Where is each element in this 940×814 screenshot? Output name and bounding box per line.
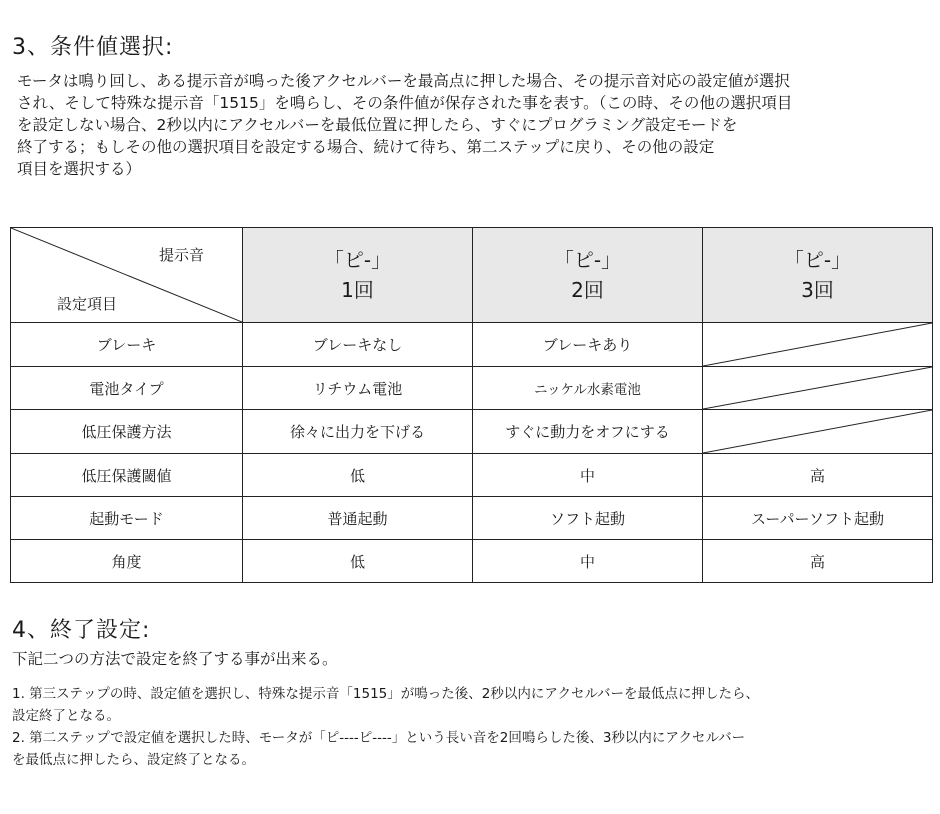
note-line: を最低点に押したら、設定終了となる。: [12, 752, 255, 768]
table-row: [11, 454, 933, 497]
empty-diagonal-cell: [703, 323, 933, 367]
header-item-label: 設定項目: [57, 295, 118, 313]
table-header-row: [11, 228, 933, 323]
row-value: ブレーキなし: [243, 323, 473, 367]
paragraph-line: モータは鳴り回し、ある提示音が鳴った後アクセルバーを最高点に押した場合、その提示音対応の設定値が選択: [17, 72, 790, 90]
table-corner-cell: [11, 228, 243, 323]
note-line: 設定終了となる。: [12, 708, 120, 724]
row-value: スーパーソフト起動: [703, 497, 933, 540]
header-option-1: [243, 228, 473, 323]
row-value: 低: [243, 540, 473, 583]
row-value: ソフト起動: [473, 497, 703, 540]
section4-title: 4、終了設定:: [12, 618, 151, 643]
row-item: 電池タイプ: [11, 367, 243, 410]
header-count: 3回: [801, 278, 834, 302]
table-row: [11, 540, 933, 583]
empty-diagonal-cell: [703, 410, 933, 454]
paragraph-line: 終了する；もしその他の選択項目を設定する場合、続けて待ち、第二ステップに戻り、その他の設定: [17, 138, 715, 156]
row-item: 低圧保護閾値: [11, 454, 243, 497]
row-item: ブレーキ: [11, 323, 243, 367]
row-value: 高: [703, 454, 933, 497]
header-tone-label: 提示音: [158, 246, 204, 264]
row-value: 普通起動: [243, 497, 473, 540]
note-line: 2. 第二ステップで設定値を選択した時、モータが「ピ----ピ----」という長い音を2回鳴らした後、3秒以内にアクセルバー: [12, 730, 746, 746]
row-value: 中: [473, 454, 703, 497]
row-value: 低: [243, 454, 473, 497]
header-tone: 「ピ-」: [323, 248, 392, 272]
header-count: 2回: [571, 278, 604, 302]
row-item: 角度: [11, 540, 243, 583]
row-item: 低圧保護方法: [11, 410, 243, 454]
note-line: 1. 第三ステップの時、設定値を選択し、特殊な提示音「1515」が鳴った後、2秒以内にアクセルバーを最低点に押したら、: [12, 686, 759, 702]
row-value: ニッケル水素電池: [473, 367, 703, 410]
cell-diagonal-line: [703, 367, 932, 409]
row-value: ブレーキあり: [473, 323, 703, 367]
empty-diagonal-cell: [703, 367, 933, 410]
row-value: リチウム電池: [243, 367, 473, 410]
corner-diagonal-line: [11, 228, 242, 322]
paragraph-line: 項目を選択する）: [17, 160, 142, 178]
header-tone: 「ピ-」: [783, 248, 852, 272]
row-value: 高: [703, 540, 933, 583]
section4-intro: 下記二つの方法で設定を終了する事が出来る。: [12, 650, 338, 668]
section4-notes: [12, 683, 759, 771]
paragraph-line: され、そして特殊な提示音「1515」を鳴らし、その条件値が保存された事を表す。（この時、その他の選択項目: [17, 94, 793, 112]
settings-table: [10, 227, 933, 583]
header-option-2: [473, 228, 703, 323]
row-item: 起動モード: [11, 497, 243, 540]
row-value: 徐々に出力を下げる: [243, 410, 473, 454]
table-row: [11, 410, 933, 454]
row-value: 中: [473, 540, 703, 583]
table-row: [11, 323, 933, 367]
section3-title: 3、条件値選択:: [12, 35, 174, 60]
header-option-3: [703, 228, 933, 323]
cell-diagonal-line: [703, 410, 932, 453]
paragraph-line: を設定しない場合、2秒以内にアクセルバーを最低位置に押したら、すぐにプログラミング設定モードを: [17, 116, 738, 134]
row-value: すぐに動力をオフにする: [473, 410, 703, 454]
cell-diagonal-line: [703, 323, 932, 366]
header-count: 1回: [341, 278, 374, 302]
table-row: [11, 497, 933, 540]
header-tone: 「ピ-」: [553, 248, 622, 272]
table-row: [11, 367, 933, 410]
section3-paragraph: [17, 70, 927, 180]
